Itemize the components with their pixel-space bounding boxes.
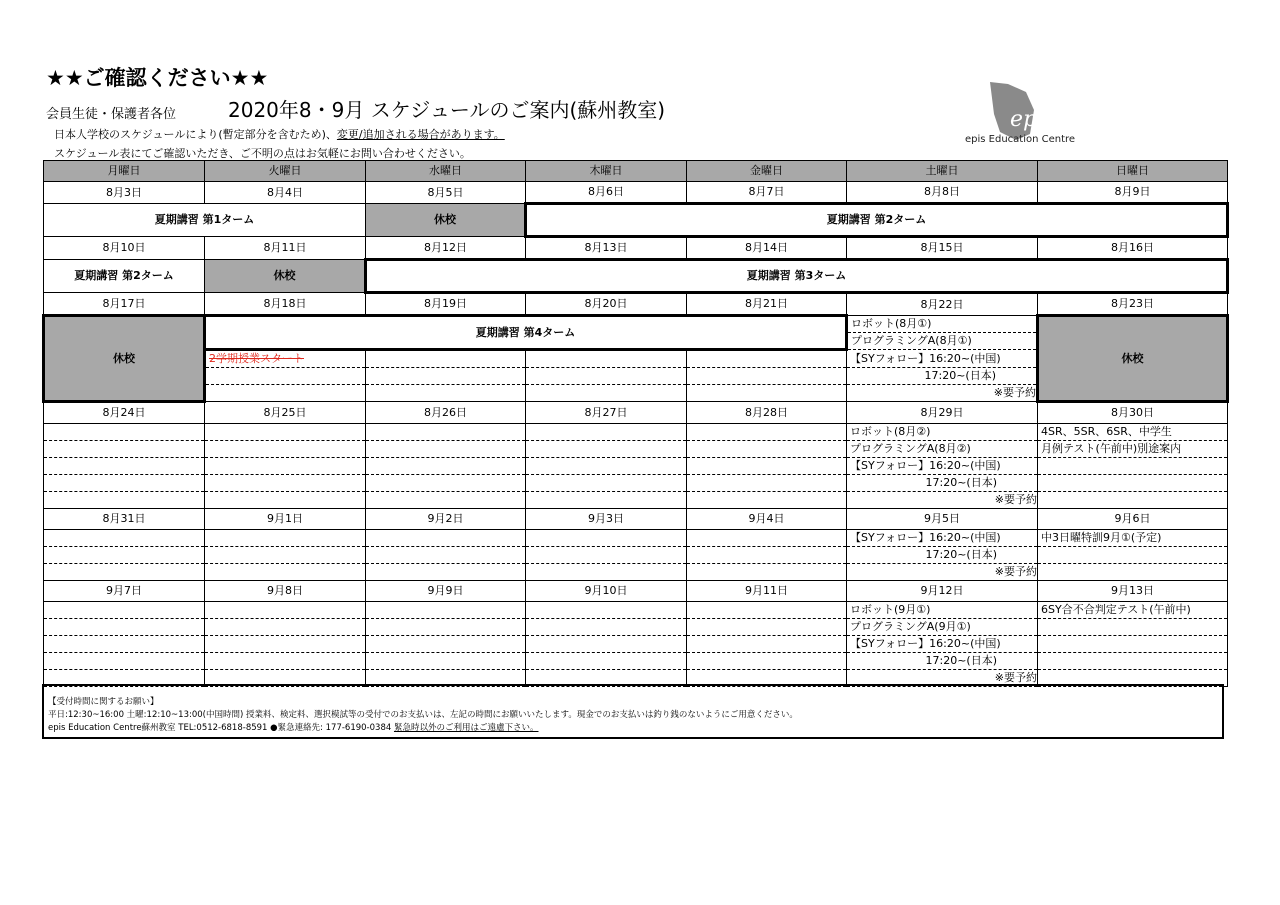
event-row xyxy=(44,653,1228,670)
date-cell: 8月15日 xyxy=(847,237,1038,260)
event-row xyxy=(44,636,1228,653)
date-cell: 8月30日 xyxy=(1038,402,1228,424)
date-row xyxy=(44,402,1228,424)
weekday-cell: 火曜日 xyxy=(205,161,366,182)
date-cell: 8月8日 xyxy=(847,182,1038,204)
event-cell: 中3日曜特訓9月①(予定) xyxy=(1038,530,1228,547)
event-cell: プログラミングA(8月②) xyxy=(847,441,1038,458)
event-row xyxy=(44,530,1228,547)
date-cell: 9月13日 xyxy=(1038,581,1228,602)
date-cell: 8月6日 xyxy=(526,182,687,204)
event-row xyxy=(44,564,1228,581)
event-cell: 6SY合不合判定テスト(午前中) xyxy=(1038,602,1228,619)
date-cell: 8月20日 xyxy=(526,293,687,316)
closed-cell: 休校 xyxy=(205,260,366,293)
empty-cell xyxy=(205,368,366,385)
date-cell: 8月29日 xyxy=(847,402,1038,424)
reservation-note: ※要予約 xyxy=(847,385,1038,402)
date-cell: 8月11日 xyxy=(205,237,366,260)
date-row xyxy=(44,581,1228,602)
date-row xyxy=(44,237,1228,260)
event-cell: 【SYフォロー】16:20~(中国) xyxy=(847,636,1038,653)
empty-cell xyxy=(687,368,847,385)
event-row xyxy=(44,260,1228,293)
date-cell: 8月16日 xyxy=(1038,237,1228,260)
notice-line-2 xyxy=(48,722,1218,735)
date-cell: 9月10日 xyxy=(526,581,687,602)
date-cell: 8月23日 xyxy=(1038,293,1228,316)
closed-cell: 休校 xyxy=(44,316,205,402)
date-cell: 9月4日 xyxy=(687,509,847,530)
event-row xyxy=(44,602,1228,619)
event-cell: 17:20~(日本) xyxy=(847,547,1038,564)
date-cell: 9月7日 xyxy=(44,581,205,602)
empty-cell xyxy=(366,385,526,402)
date-cell: 8月24日 xyxy=(44,402,205,424)
date-cell: 8月12日 xyxy=(366,237,526,260)
date-cell: 8月13日 xyxy=(526,237,687,260)
date-cell: 9月1日 xyxy=(205,509,366,530)
weekday-cell: 木曜日 xyxy=(526,161,687,182)
date-cell: 8月9日 xyxy=(1038,182,1228,204)
empty-cell xyxy=(366,368,526,385)
schedule-note-1 xyxy=(54,126,505,142)
date-cell: 8月5日 xyxy=(366,182,526,204)
notice-box xyxy=(42,684,1224,739)
event-cell: 【SYフォロー】16:20~(中国) xyxy=(847,350,1038,368)
notice-line-1: 平日:12:30~16:00 土曜:12:10~13:00(中国時間) 授業料、検定料、選択模試等の受付でのお支払いは、左記の時間にお願いいたします。現金でのお支払いは釣り銭のないようにご用意ください。 xyxy=(48,710,798,720)
date-cell: 8月26日 xyxy=(366,402,526,424)
date-cell: 8月28日 xyxy=(687,402,847,424)
date-cell: 8月3日 xyxy=(44,182,205,204)
date-cell: 9月8日 xyxy=(205,581,366,602)
weekday-cell: 月曜日 xyxy=(44,161,205,182)
note-text: 日本人学校のスケジュールにより(暫定部分を含むため)、 xyxy=(54,128,337,141)
event-row xyxy=(44,619,1228,636)
second-term-start: 2学期授業スタート xyxy=(205,350,366,368)
event-row xyxy=(44,492,1228,509)
weekday-header-row xyxy=(44,161,1228,182)
event-cell: ロボット(8月②) xyxy=(847,424,1038,441)
note-underlined: 変更/追加される場合があります。 xyxy=(336,128,505,141)
empty-cell xyxy=(205,385,366,402)
date-cell: 8月17日 xyxy=(44,293,205,316)
weekday-cell: 日曜日 xyxy=(1038,161,1228,182)
event-cell: 17:20~(日本) xyxy=(847,653,1038,670)
date-cell: 9月11日 xyxy=(687,581,847,602)
date-cell: 9月6日 xyxy=(1038,509,1228,530)
term-bar: 夏期講習 第4ターム xyxy=(205,316,847,350)
empty-cell xyxy=(526,350,687,368)
date-cell: 9月2日 xyxy=(366,509,526,530)
event-cell: 月例テスト(午前中)別途案内 xyxy=(1038,441,1228,458)
empty-cell xyxy=(526,368,687,385)
term-bar: 夏期講習 第2ターム xyxy=(526,204,1228,237)
logo-mark-text: epis xyxy=(1010,107,1056,132)
empty-cell xyxy=(687,385,847,402)
weekday-cell: 土曜日 xyxy=(847,161,1038,182)
date-cell: 8月25日 xyxy=(205,402,366,424)
date-cell: 8月4日 xyxy=(205,182,366,204)
event-row xyxy=(44,441,1228,458)
date-cell: 9月3日 xyxy=(526,509,687,530)
notice-title: 【受付時間に関するお願い】 xyxy=(48,697,159,707)
event-cell: ロボット(9月①) xyxy=(847,602,1038,619)
event-cell: 17:20~(日本) xyxy=(847,475,1038,492)
emergency-note: 緊急時以外のご利用はご遠慮下さい。 xyxy=(393,723,539,733)
event-row xyxy=(44,475,1228,492)
date-cell: 8月27日 xyxy=(526,402,687,424)
event-cell: 4SR、5SR、6SR、中学生 xyxy=(1038,424,1228,441)
event-cell: 【SYフォロー】16:20~(中国) xyxy=(847,458,1038,475)
event-cell: 【SYフォロー】16:20~(中国) xyxy=(847,530,1038,547)
reservation-note: ※要予約 xyxy=(847,564,1038,581)
weekday-cell: 水曜日 xyxy=(366,161,526,182)
date-cell: 9月9日 xyxy=(366,581,526,602)
date-cell: 8月21日 xyxy=(687,293,847,316)
contact-text: epis Education Centre蘇州教室 TEL:0512-6818-8591 ●緊急連絡先: 177-6190-0384 xyxy=(48,723,394,733)
empty-cell xyxy=(366,350,526,368)
schedule-note-2: スケジュール表にてご確認いただき、ご不明の点はお気軽にお問い合わせください。 xyxy=(54,147,471,160)
reservation-note: ※要予約 xyxy=(847,670,1038,687)
schedule-table xyxy=(42,160,1229,687)
date-row xyxy=(44,182,1228,204)
event-row xyxy=(44,547,1228,564)
date-row xyxy=(44,293,1228,316)
event-row xyxy=(44,204,1228,237)
recipient-label: 会員生徒・保護者各位 xyxy=(46,107,177,122)
date-cell: 9月5日 xyxy=(847,509,1038,530)
event-cell: 17:20~(日本) xyxy=(847,368,1038,385)
confirm-heading: ★★ご確認ください★★ xyxy=(46,66,269,90)
page-title: 2020年8・9月 スケジュールのご案内(蘇州教室) xyxy=(228,98,666,122)
date-row xyxy=(44,509,1228,530)
date-cell: 8月10日 xyxy=(44,237,205,260)
logo-caption: epis Education Centre xyxy=(965,134,1076,145)
empty-cell xyxy=(687,350,847,368)
date-cell: 8月7日 xyxy=(687,182,847,204)
term-bar: 夏期講習 第1ターム xyxy=(44,204,366,237)
event-row xyxy=(44,458,1228,475)
weekday-cell: 金曜日 xyxy=(687,161,847,182)
closed-cell: 休校 xyxy=(366,204,526,237)
date-cell: 9月12日 xyxy=(847,581,1038,602)
empty-cell xyxy=(526,385,687,402)
date-cell: 8月19日 xyxy=(366,293,526,316)
date-cell: 8月31日 xyxy=(44,509,205,530)
reservation-note: ※要予約 xyxy=(847,492,1038,509)
date-cell: 8月22日 xyxy=(847,293,1038,316)
event-cell: プログラミングA(8月①) xyxy=(847,333,1038,350)
term-bar: 夏期講習 第2ターム xyxy=(44,260,205,293)
date-cell: 8月18日 xyxy=(205,293,366,316)
term-bar: 夏期講習 第3ターム xyxy=(366,260,1228,293)
closed-cell: 休校 xyxy=(1038,316,1228,402)
date-cell: 8月14日 xyxy=(687,237,847,260)
event-row xyxy=(44,316,1228,333)
event-cell: ロボット(8月①) xyxy=(847,316,1038,333)
event-row xyxy=(44,424,1228,441)
event-cell: プログラミングA(9月①) xyxy=(847,619,1038,636)
